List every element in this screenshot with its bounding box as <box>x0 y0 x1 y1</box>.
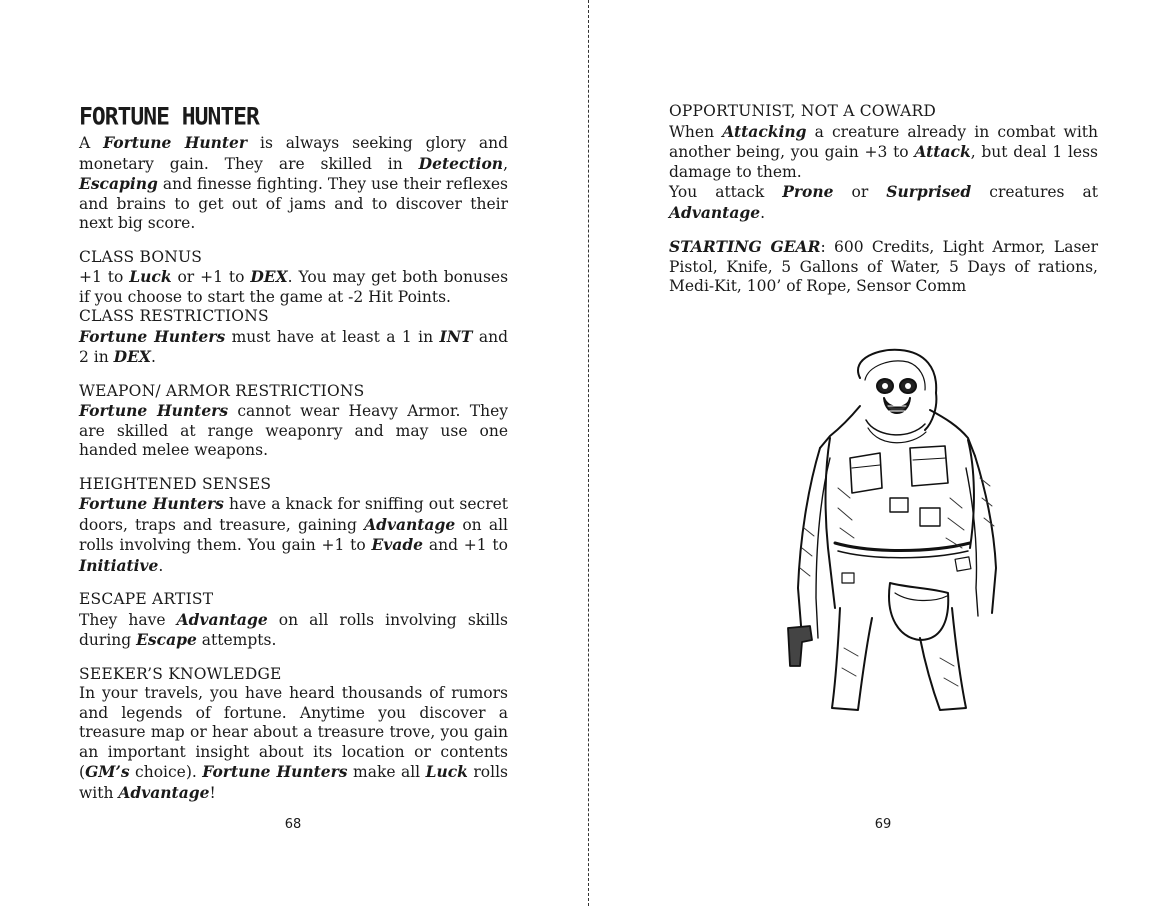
emphasized-term: INT <box>439 326 473 346</box>
text-run: When <box>669 122 723 141</box>
text-run: make all <box>347 763 426 781</box>
text-run: A <box>79 134 104 152</box>
section-heading: HEIGHTENED SENSES <box>79 474 272 493</box>
right-page <box>590 0 1175 906</box>
body-paragraph <box>79 494 508 576</box>
body-paragraph <box>79 327 508 368</box>
body-paragraph <box>79 133 508 234</box>
emphasized-term: Prone <box>782 182 834 201</box>
text-run: attempts. <box>196 631 277 649</box>
section-heading: WEAPON/ ARMOR RESTRICTIONS <box>79 381 365 400</box>
text-run: . You may get both bonuses if you choose to start the game at -2 Hit Points. <box>79 268 509 306</box>
emphasized-term: Escape <box>136 630 197 649</box>
text-run: or +1 to <box>171 268 251 286</box>
section-heading: CLASS BONUS <box>79 247 203 266</box>
emphasized-term: Surprised <box>886 182 972 201</box>
emphasized-term: Fortune Hunters <box>79 494 224 513</box>
text-run: on all rolls involving them. You gain +1 to <box>79 515 508 554</box>
emphasized-term: Luck <box>129 267 172 286</box>
text-run: . <box>760 203 766 222</box>
text-run: In your travels, you have heard thousands of rumors and legends of fortune. Anytime you discover a treasure map or hear about a treasure trove, you gain an important insight about its location or contents ( <box>79 684 508 781</box>
body-paragraph <box>79 267 508 307</box>
emphasized-term: STARTING GEAR <box>669 237 821 256</box>
text-run: must have at least a 1 in <box>225 327 440 346</box>
emphasized-term: Fortune Hunter <box>103 133 248 152</box>
text-run: rolls with <box>79 763 509 802</box>
body-paragraph <box>669 237 1098 297</box>
text-run: or <box>833 183 887 201</box>
body-paragraph <box>79 401 508 461</box>
right-arm <box>975 456 996 613</box>
text-run: cannot wear Heavy Armor. They are skilled at range weaponry and may use one handed melee weapons. <box>79 402 508 459</box>
chapter-title: FORTUNE HUNTER <box>79 103 259 131</box>
page-number-right: 69 <box>874 817 892 832</box>
left-page-text <box>79 101 508 817</box>
section <box>79 248 508 308</box>
belt <box>835 543 970 551</box>
text-run: You attack <box>669 183 783 201</box>
right-leg <box>920 608 966 710</box>
emphasized-term: Attack <box>914 142 971 161</box>
right-page-text <box>669 102 1098 311</box>
text-run: , <box>503 154 508 173</box>
body-paragraph <box>79 684 508 803</box>
body-paragraph <box>669 122 1098 183</box>
emphasized-term: Fortune Hunters <box>79 326 226 346</box>
right-sections <box>669 102 1098 297</box>
text-run: and finesse fighting. They use their reflexes and brains to get out of jams and to discover their next big score. <box>79 175 508 232</box>
section-heading: ESCAPE ARTIST <box>79 590 214 608</box>
section <box>669 102 1098 223</box>
emphasized-term: Escaping <box>79 174 158 193</box>
section <box>79 665 508 804</box>
left-leg <box>832 608 872 710</box>
text-run: creatures at <box>971 183 1098 201</box>
emphasized-term: Attacking <box>722 121 807 141</box>
emphasized-term: Initiative <box>79 555 159 575</box>
emphasized-term: Luck <box>425 762 468 781</box>
text-run: and 2 in <box>79 327 509 366</box>
section <box>79 590 508 651</box>
body-paragraph <box>669 182 1098 223</box>
section <box>79 307 508 368</box>
text-run: on all rolls involving skills during <box>79 610 508 649</box>
text-run: , but deal 1 less damage to them. <box>669 143 1098 181</box>
text-run: choice). <box>129 763 203 781</box>
text-run: have a knack for sniffing out secret doors, traps and treasure, gaining <box>79 495 509 534</box>
emphasized-term: DEX <box>250 267 288 286</box>
emphasized-term: Detection <box>418 153 504 173</box>
text-run: +1 to <box>79 268 130 286</box>
text-run: They have <box>79 610 177 629</box>
section-heading: OPPORTUNIST, NOT A COWARD <box>669 102 936 120</box>
left-sections <box>79 133 508 803</box>
section <box>79 382 508 461</box>
emphasized-term: Advantage <box>176 609 268 629</box>
body-paragraph <box>79 610 508 651</box>
section-heading: SEEKER’S KNOWLEDGE <box>79 664 282 683</box>
pistol <box>788 626 812 666</box>
page-gutter-divider <box>588 0 589 906</box>
section-heading: CLASS RESTRICTIONS <box>79 307 269 325</box>
text-run: and +1 to <box>423 536 508 554</box>
emphasized-term: Advantage <box>669 202 761 222</box>
emphasized-term: GM’s <box>85 762 130 781</box>
emphasized-term: Advantage <box>118 782 210 802</box>
text-run: is always seeking glory and monetary gain. They are skilled in <box>79 134 508 173</box>
text-run: . <box>158 556 164 575</box>
emphasized-term: Evade <box>371 535 424 554</box>
emphasized-term: DEX <box>113 347 151 366</box>
hip-pouch <box>889 583 948 640</box>
text-run: ! <box>209 783 216 802</box>
emphasized-term: Fortune Hunters <box>79 401 229 420</box>
section <box>79 133 508 234</box>
page-number-left: 68 <box>284 817 302 832</box>
emphasized-term: Fortune Hunters <box>202 762 348 781</box>
section <box>79 475 508 577</box>
character-illustration <box>780 348 1010 718</box>
text-run: . <box>150 348 156 366</box>
text-run: a creature already in combat with another being, you gain +3 to <box>669 122 1098 161</box>
text-run: : 600 Credits, Light Armor, Laser Pistol, Knife, 5 Gallons of Water, 5 Days of rations, Medi-Kit, 100’ of Rope, Sensor Comm <box>669 238 1098 295</box>
emphasized-term: Advantage <box>364 514 456 534</box>
section <box>669 237 1098 297</box>
